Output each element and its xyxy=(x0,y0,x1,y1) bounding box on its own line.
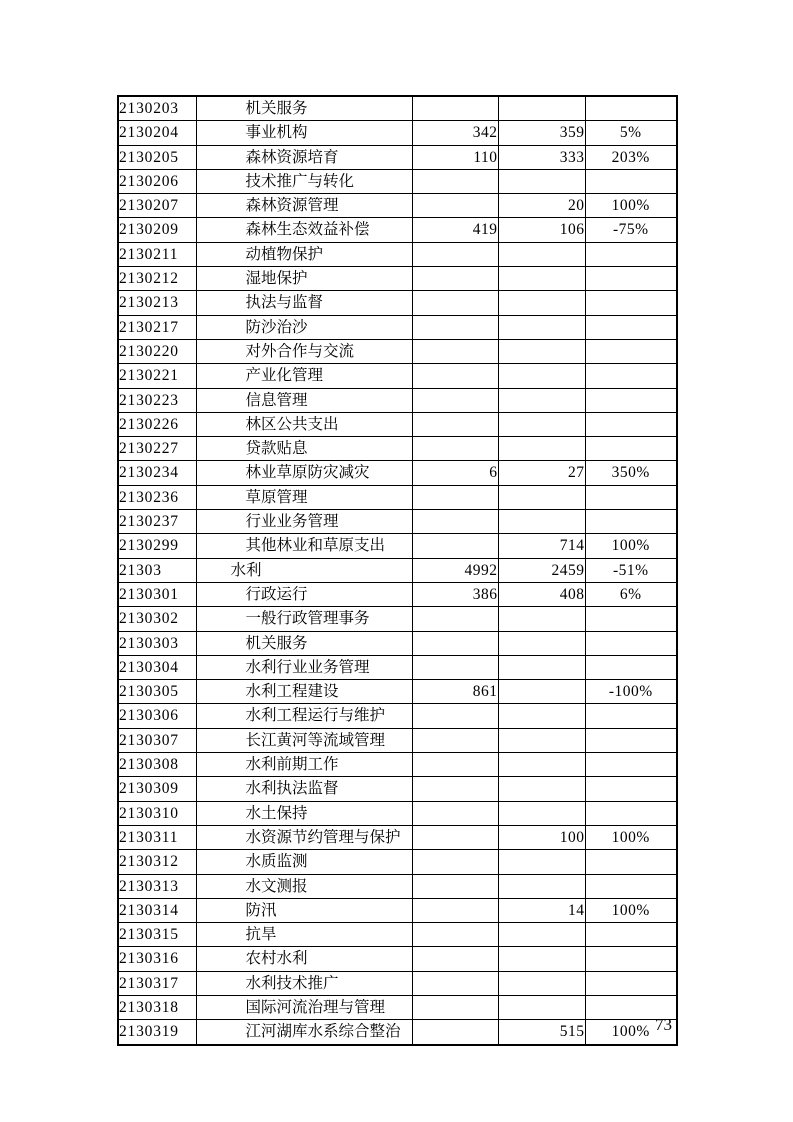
value-curr-cell: 20 xyxy=(498,194,585,218)
table-row xyxy=(118,339,677,363)
value-curr-cell xyxy=(498,291,585,315)
name-cell: 水利工程建设 xyxy=(196,680,412,704)
table-row xyxy=(118,680,677,704)
table-row xyxy=(118,364,677,388)
value-prev-cell xyxy=(412,96,498,121)
change-pct-cell xyxy=(585,947,677,971)
value-prev-cell xyxy=(412,339,498,363)
value-curr-cell xyxy=(498,631,585,655)
value-prev-cell xyxy=(412,874,498,898)
table-row xyxy=(118,485,677,509)
value-curr-cell: 100 xyxy=(498,825,585,849)
change-pct-cell xyxy=(585,96,677,121)
value-curr-cell: 359 xyxy=(498,121,585,145)
name-cell: 对外合作与交流 xyxy=(196,339,412,363)
change-pct-cell: -100% xyxy=(585,680,677,704)
code-cell: 2130315 xyxy=(118,923,196,947)
code-cell: 2130308 xyxy=(118,753,196,777)
change-pct-cell xyxy=(585,728,677,752)
code-cell: 2130299 xyxy=(118,534,196,558)
change-pct-cell: 6% xyxy=(585,582,677,606)
value-prev-cell xyxy=(412,267,498,291)
table-row xyxy=(118,850,677,874)
value-prev-cell: 110 xyxy=(412,145,498,169)
change-pct-cell xyxy=(585,510,677,534)
name-cell: 抗旱 xyxy=(196,923,412,947)
code-cell: 2130316 xyxy=(118,947,196,971)
table-row xyxy=(118,412,677,436)
change-pct-cell: 100% xyxy=(585,1020,677,1045)
code-cell: 2130311 xyxy=(118,825,196,849)
code-cell: 2130237 xyxy=(118,510,196,534)
value-curr-cell: 106 xyxy=(498,218,585,242)
value-prev-cell xyxy=(412,242,498,266)
name-cell: 森林资源管理 xyxy=(196,194,412,218)
value-prev-cell: 342 xyxy=(412,121,498,145)
change-pct-cell xyxy=(585,485,677,509)
change-pct-cell xyxy=(585,169,677,193)
name-cell: 水利行业业务管理 xyxy=(196,655,412,679)
name-cell: 水利技术推广 xyxy=(196,971,412,995)
code-cell: 2130313 xyxy=(118,874,196,898)
code-cell: 2130312 xyxy=(118,850,196,874)
value-curr-cell: 408 xyxy=(498,582,585,606)
code-cell: 2130301 xyxy=(118,582,196,606)
value-curr-cell: 27 xyxy=(498,461,585,485)
code-cell: 2130305 xyxy=(118,680,196,704)
value-prev-cell xyxy=(412,291,498,315)
value-prev-cell xyxy=(412,704,498,728)
code-cell: 2130303 xyxy=(118,631,196,655)
table-row xyxy=(118,558,677,582)
value-prev-cell: 6 xyxy=(412,461,498,485)
name-cell: 森林资源培育 xyxy=(196,145,412,169)
value-prev-cell xyxy=(412,728,498,752)
page-number: 73 xyxy=(655,1015,672,1034)
code-cell: 2130317 xyxy=(118,971,196,995)
name-cell: 林区公共支出 xyxy=(196,412,412,436)
code-cell: 21303 xyxy=(118,558,196,582)
name-cell: 水利工程运行与维护 xyxy=(196,704,412,728)
table-row xyxy=(118,801,677,825)
name-cell: 农村水利 xyxy=(196,947,412,971)
value-prev-cell xyxy=(412,607,498,631)
table-row xyxy=(118,145,677,169)
value-curr-cell xyxy=(498,971,585,995)
value-prev-cell xyxy=(412,412,498,436)
code-cell: 2130236 xyxy=(118,485,196,509)
name-cell: 贷款贴息 xyxy=(196,437,412,461)
value-curr-cell xyxy=(498,607,585,631)
change-pct-cell xyxy=(585,388,677,412)
value-curr-cell xyxy=(498,96,585,121)
value-curr-cell xyxy=(498,801,585,825)
table-row xyxy=(118,753,677,777)
code-cell: 2130212 xyxy=(118,267,196,291)
code-cell: 2130309 xyxy=(118,777,196,801)
name-cell: 水资源节约管理与保护 xyxy=(196,825,412,849)
name-cell: 水利执法监督 xyxy=(196,777,412,801)
change-pct-cell: -51% xyxy=(585,558,677,582)
value-prev-cell: 419 xyxy=(412,218,498,242)
name-cell: 水质监测 xyxy=(196,850,412,874)
change-pct-cell: 5% xyxy=(585,121,677,145)
value-prev-cell xyxy=(412,364,498,388)
change-pct-cell xyxy=(585,607,677,631)
change-pct-cell xyxy=(585,850,677,874)
change-pct-cell xyxy=(585,412,677,436)
code-cell: 2130217 xyxy=(118,315,196,339)
value-curr-cell xyxy=(498,655,585,679)
value-prev-cell xyxy=(412,898,498,922)
code-cell: 2130302 xyxy=(118,607,196,631)
value-curr-cell xyxy=(498,947,585,971)
value-curr-cell xyxy=(498,680,585,704)
name-cell: 行业业务管理 xyxy=(196,510,412,534)
value-curr-cell xyxy=(498,267,585,291)
name-cell: 水文测报 xyxy=(196,874,412,898)
value-curr-cell xyxy=(498,704,585,728)
code-cell: 2130221 xyxy=(118,364,196,388)
value-prev-cell xyxy=(412,947,498,971)
code-cell: 2130318 xyxy=(118,995,196,1019)
value-prev-cell xyxy=(412,437,498,461)
table-row xyxy=(118,96,677,121)
value-prev-cell xyxy=(412,510,498,534)
value-curr-cell xyxy=(498,753,585,777)
change-pct-cell xyxy=(585,753,677,777)
code-cell: 2130223 xyxy=(118,388,196,412)
table-row xyxy=(118,388,677,412)
value-prev-cell: 386 xyxy=(412,582,498,606)
name-cell: 水利前期工作 xyxy=(196,753,412,777)
name-cell: 一般行政管理事务 xyxy=(196,607,412,631)
change-pct-cell xyxy=(585,971,677,995)
value-curr-cell xyxy=(498,728,585,752)
change-pct-cell xyxy=(585,631,677,655)
value-prev-cell xyxy=(412,388,498,412)
name-cell: 水土保持 xyxy=(196,801,412,825)
table-row xyxy=(118,242,677,266)
value-prev-cell xyxy=(412,194,498,218)
name-cell: 湿地保护 xyxy=(196,267,412,291)
name-cell: 江河湖库水系综合整治 xyxy=(196,1020,412,1045)
name-cell: 国际河流治理与管理 xyxy=(196,995,412,1019)
code-cell: 2130213 xyxy=(118,291,196,315)
change-pct-cell xyxy=(585,655,677,679)
change-pct-cell xyxy=(585,777,677,801)
name-cell: 防沙治沙 xyxy=(196,315,412,339)
budget-table xyxy=(117,95,678,1046)
value-prev-cell xyxy=(412,655,498,679)
code-cell: 2130234 xyxy=(118,461,196,485)
table-row xyxy=(118,825,677,849)
value-curr-cell xyxy=(498,485,585,509)
name-cell: 信息管理 xyxy=(196,388,412,412)
value-prev-cell xyxy=(412,923,498,947)
name-cell: 产业化管理 xyxy=(196,364,412,388)
code-cell: 2130209 xyxy=(118,218,196,242)
change-pct-cell: 100% xyxy=(585,194,677,218)
change-pct-cell xyxy=(585,437,677,461)
table-row xyxy=(118,947,677,971)
name-cell: 行政运行 xyxy=(196,582,412,606)
table-row xyxy=(118,194,677,218)
change-pct-cell xyxy=(585,801,677,825)
value-curr-cell xyxy=(498,339,585,363)
code-cell: 2130319 xyxy=(118,1020,196,1045)
value-curr-cell xyxy=(498,850,585,874)
table-row xyxy=(118,898,677,922)
value-curr-cell: 333 xyxy=(498,145,585,169)
value-curr-cell xyxy=(498,169,585,193)
change-pct-cell xyxy=(585,267,677,291)
table-row xyxy=(118,461,677,485)
code-cell: 2130226 xyxy=(118,412,196,436)
table-row xyxy=(118,169,677,193)
code-cell: 2130220 xyxy=(118,339,196,363)
value-curr-cell: 14 xyxy=(498,898,585,922)
value-prev-cell xyxy=(412,631,498,655)
value-curr-cell xyxy=(498,874,585,898)
table-row xyxy=(118,582,677,606)
code-cell: 2130306 xyxy=(118,704,196,728)
value-curr-cell xyxy=(498,412,585,436)
table-row xyxy=(118,777,677,801)
change-pct-cell: 100% xyxy=(585,898,677,922)
code-cell: 2130205 xyxy=(118,145,196,169)
code-cell: 2130206 xyxy=(118,169,196,193)
value-prev-cell xyxy=(412,534,498,558)
table-row xyxy=(118,437,677,461)
name-cell: 事业机构 xyxy=(196,121,412,145)
table-row xyxy=(118,923,677,947)
table-row xyxy=(118,534,677,558)
name-cell: 机关服务 xyxy=(196,631,412,655)
table-row xyxy=(118,728,677,752)
code-cell: 2130204 xyxy=(118,121,196,145)
name-cell: 其他林业和草原支出 xyxy=(196,534,412,558)
name-cell: 机关服务 xyxy=(196,96,412,121)
table-row xyxy=(118,267,677,291)
change-pct-cell: -75% xyxy=(585,218,677,242)
value-prev-cell xyxy=(412,971,498,995)
change-pct-cell xyxy=(585,704,677,728)
table-row xyxy=(118,121,677,145)
value-curr-cell xyxy=(498,364,585,388)
change-pct-cell xyxy=(585,874,677,898)
value-curr-cell: 714 xyxy=(498,534,585,558)
change-pct-cell: 350% xyxy=(585,461,677,485)
code-cell: 2130310 xyxy=(118,801,196,825)
budget-table-body xyxy=(118,96,677,1045)
value-prev-cell xyxy=(412,485,498,509)
table-row xyxy=(118,218,677,242)
value-prev-cell xyxy=(412,315,498,339)
value-curr-cell xyxy=(498,437,585,461)
code-cell: 2130207 xyxy=(118,194,196,218)
value-prev-cell: 861 xyxy=(412,680,498,704)
name-cell: 执法与监督 xyxy=(196,291,412,315)
name-cell: 防汛 xyxy=(196,898,412,922)
value-prev-cell xyxy=(412,850,498,874)
code-cell: 2130307 xyxy=(118,728,196,752)
name-cell: 动植物保护 xyxy=(196,242,412,266)
value-curr-cell xyxy=(498,923,585,947)
table-row xyxy=(118,291,677,315)
value-curr-cell xyxy=(498,777,585,801)
table-row xyxy=(118,874,677,898)
value-prev-cell xyxy=(412,801,498,825)
code-cell: 2130211 xyxy=(118,242,196,266)
code-cell: 2130314 xyxy=(118,898,196,922)
table-row xyxy=(118,655,677,679)
name-cell: 林业草原防灾减灾 xyxy=(196,461,412,485)
change-pct-cell: 203% xyxy=(585,145,677,169)
table-row xyxy=(118,971,677,995)
table-row xyxy=(118,631,677,655)
value-curr-cell xyxy=(498,315,585,339)
name-cell: 水利 xyxy=(196,558,412,582)
table-row xyxy=(118,607,677,631)
name-cell: 草原管理 xyxy=(196,485,412,509)
value-prev-cell xyxy=(412,777,498,801)
change-pct-cell: 100% xyxy=(585,534,677,558)
value-prev-cell xyxy=(412,169,498,193)
name-cell: 长江黄河等流域管理 xyxy=(196,728,412,752)
change-pct-cell xyxy=(585,364,677,388)
value-prev-cell: 4992 xyxy=(412,558,498,582)
code-cell: 2130203 xyxy=(118,96,196,121)
value-curr-cell: 2459 xyxy=(498,558,585,582)
code-cell: 2130304 xyxy=(118,655,196,679)
change-pct-cell xyxy=(585,242,677,266)
value-curr-cell xyxy=(498,510,585,534)
value-curr-cell xyxy=(498,388,585,412)
name-cell: 技术推广与转化 xyxy=(196,169,412,193)
table-row xyxy=(118,315,677,339)
table-row xyxy=(118,510,677,534)
change-pct-cell xyxy=(585,339,677,363)
change-pct-cell: 100% xyxy=(585,825,677,849)
table-row xyxy=(118,704,677,728)
value-curr-cell: 515 xyxy=(498,1020,585,1045)
value-curr-cell xyxy=(498,242,585,266)
value-prev-cell xyxy=(412,753,498,777)
value-prev-cell xyxy=(412,825,498,849)
change-pct-cell xyxy=(585,923,677,947)
name-cell: 森林生态效益补偿 xyxy=(196,218,412,242)
code-cell: 2130227 xyxy=(118,437,196,461)
change-pct-cell xyxy=(585,291,677,315)
change-pct-cell xyxy=(585,315,677,339)
